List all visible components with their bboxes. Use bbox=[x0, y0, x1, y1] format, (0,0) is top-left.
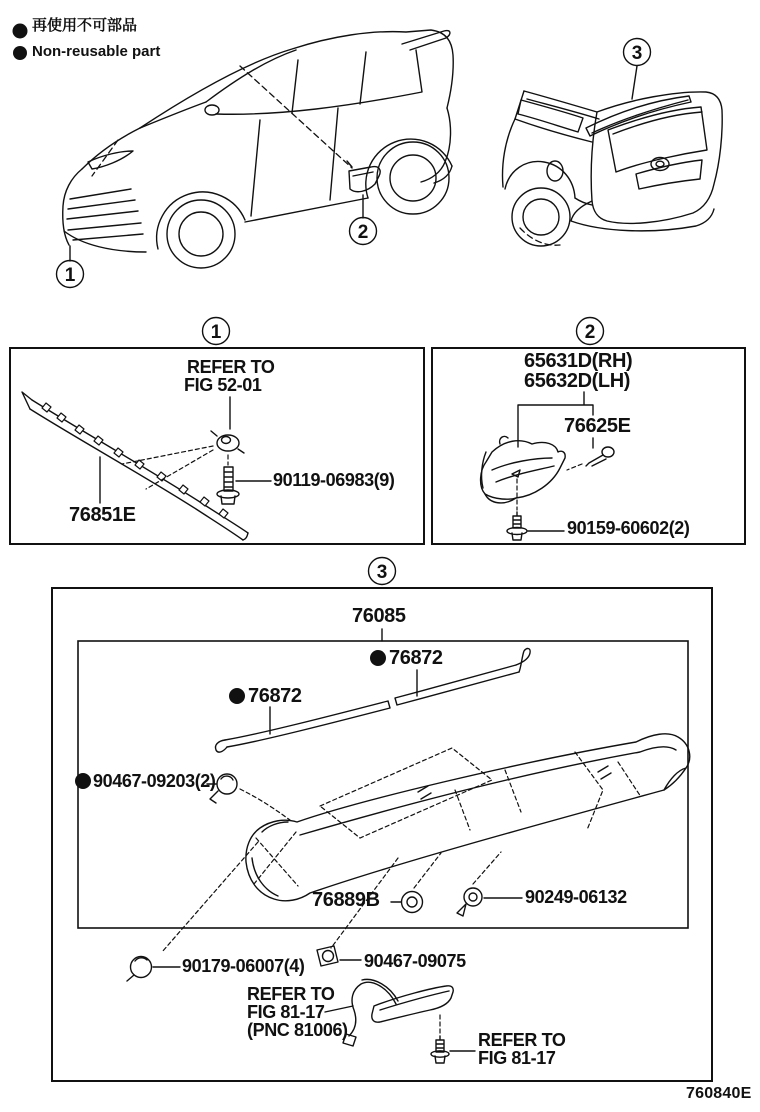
bolt-icon bbox=[217, 467, 239, 504]
svg-text:3: 3 bbox=[376, 562, 388, 583]
mudguard-location-mark bbox=[347, 161, 380, 192]
non-reusable-dot-icon bbox=[13, 24, 28, 61]
part-number-molding: 76851E bbox=[69, 504, 136, 526]
part-number-mudguard-lh: 65632D(LH) bbox=[524, 370, 631, 392]
refer-note-fig81-lamp-line1: REFER TO bbox=[247, 984, 335, 1004]
legend-text-en: Non-reusable part bbox=[32, 43, 161, 60]
callout-1-circle bbox=[57, 261, 84, 288]
figure-code: 760840E bbox=[686, 1085, 752, 1102]
molding-clip-icon bbox=[211, 431, 244, 453]
refer-note-fig81-lamp-line3: (PNC 81006) bbox=[247, 1020, 348, 1040]
part-number-retainer: 76625E bbox=[564, 415, 631, 437]
retainer-screw-icon bbox=[586, 447, 614, 466]
clip-icon-90179 bbox=[127, 957, 152, 982]
car-rear-view-drawing bbox=[503, 66, 723, 246]
part-number-screw: 90159-60602(2) bbox=[567, 518, 690, 538]
mudguard-bracket-drawing bbox=[481, 436, 566, 503]
clip-icon-90467-09075 bbox=[317, 946, 338, 966]
refer-note-fig52-line2: FIG 52-01 bbox=[184, 375, 262, 395]
non-reusable-dot-icon bbox=[75, 650, 386, 789]
refer-note-fig81-screw-line2: FIG 81-17 bbox=[478, 1048, 556, 1068]
callout-3-heading bbox=[369, 558, 396, 585]
part-number-mudguard-rh: 65631D(RH) bbox=[524, 350, 633, 372]
part-number-weatherstrip-right: 76872 bbox=[389, 647, 443, 669]
part-number-clip-b: 90249-06132 bbox=[525, 887, 627, 907]
refer-note-fig81-screw-line1: REFER TO bbox=[478, 1030, 566, 1050]
part-number-bolt: 90119-06983(9) bbox=[273, 470, 395, 490]
callout-3-circle bbox=[624, 39, 651, 66]
part-number-clip-c: 90179-06007(4) bbox=[182, 956, 305, 976]
screw-icon bbox=[507, 512, 527, 540]
clip-icon-90249 bbox=[457, 888, 482, 916]
refer-note-fig52-line1: REFER TO bbox=[187, 357, 275, 377]
rear-spoiler-drawing bbox=[246, 734, 690, 901]
grommet-icon-76889b bbox=[402, 892, 423, 913]
svg-text:2: 2 bbox=[584, 322, 596, 343]
lamp-screw-icon bbox=[431, 1036, 449, 1063]
car-side-view-drawing bbox=[63, 30, 453, 268]
refer-note-fig81-lamp-line2: FIG 81-17 bbox=[247, 1002, 325, 1022]
weatherstrip-left-drawing bbox=[215, 701, 390, 752]
part-number-spoiler-assy: 76085 bbox=[352, 605, 406, 627]
legend-text-jp: 再使用不可部品 bbox=[32, 17, 138, 34]
part-number-weatherstrip-left: 76872 bbox=[248, 685, 302, 707]
svg-text:1: 1 bbox=[64, 265, 76, 286]
callout-1-heading bbox=[203, 318, 230, 345]
svg-text:3: 3 bbox=[631, 43, 643, 64]
stop-lamp-drawing bbox=[343, 979, 453, 1046]
callout-2-heading bbox=[577, 318, 604, 345]
part-number-grommet: 76889B bbox=[312, 889, 380, 911]
part-number-clip-d: 90467-09075 bbox=[364, 951, 466, 971]
svg-text:2: 2 bbox=[357, 222, 369, 243]
callout-2-circle bbox=[350, 218, 377, 245]
part-number-clip-a: 90467-09203(2) bbox=[93, 771, 216, 791]
svg-text:1: 1 bbox=[210, 322, 222, 343]
